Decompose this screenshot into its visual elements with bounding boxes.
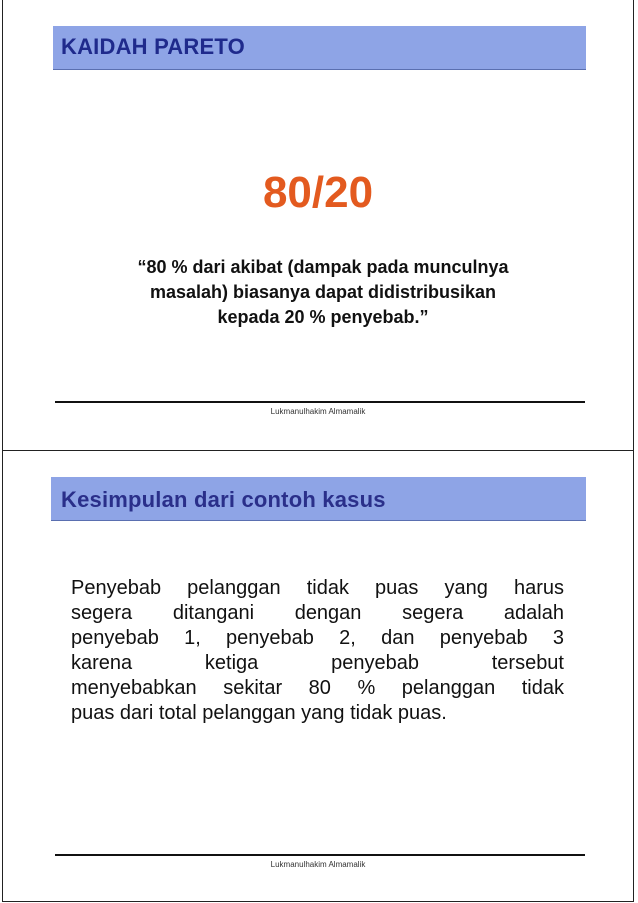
slide-title: Kesimpulan dari contoh kasus bbox=[61, 487, 386, 512]
slide-kaidah-pareto bbox=[2, 0, 634, 451]
slide-title: KAIDAH PARETO bbox=[61, 34, 245, 59]
quote-line: masalah) biasanya dapat didistribusikan bbox=[149, 282, 497, 302]
body-line: menyebabkan sekitar 80 % pelanggan tidak bbox=[71, 677, 564, 699]
body-line: penyebab 1, penyebab 2, dan penyebab 3 bbox=[71, 627, 564, 649]
conclusion-text bbox=[71, 576, 564, 726]
body-line: karena ketiga penyebab tersebut bbox=[71, 652, 564, 674]
footer-author: Lukmanulhakim Almamalik bbox=[270, 860, 366, 869]
quote-line: kepada 20 % penyebab.” bbox=[217, 307, 429, 327]
footer-divider bbox=[55, 401, 585, 403]
body-line: Penyebab pelanggan tidak puas yang harus bbox=[71, 577, 564, 599]
slide-title-bar bbox=[53, 26, 586, 70]
pareto-quote bbox=[73, 255, 573, 330]
slide-kesimpulan bbox=[2, 450, 634, 902]
quote-line: “80 % dari akibat (dampak pada munculnya bbox=[137, 257, 509, 277]
footer-divider bbox=[55, 854, 585, 856]
body-line: segera ditangani dengan segera adalah bbox=[71, 602, 564, 624]
headline-ratio: 80/20 bbox=[262, 168, 374, 217]
body-line: puas dari total pelanggan yang tidak puas. bbox=[71, 702, 447, 724]
footer-author: Lukmanulhakim Almamalik bbox=[270, 407, 366, 416]
slide-title-bar bbox=[51, 477, 586, 521]
